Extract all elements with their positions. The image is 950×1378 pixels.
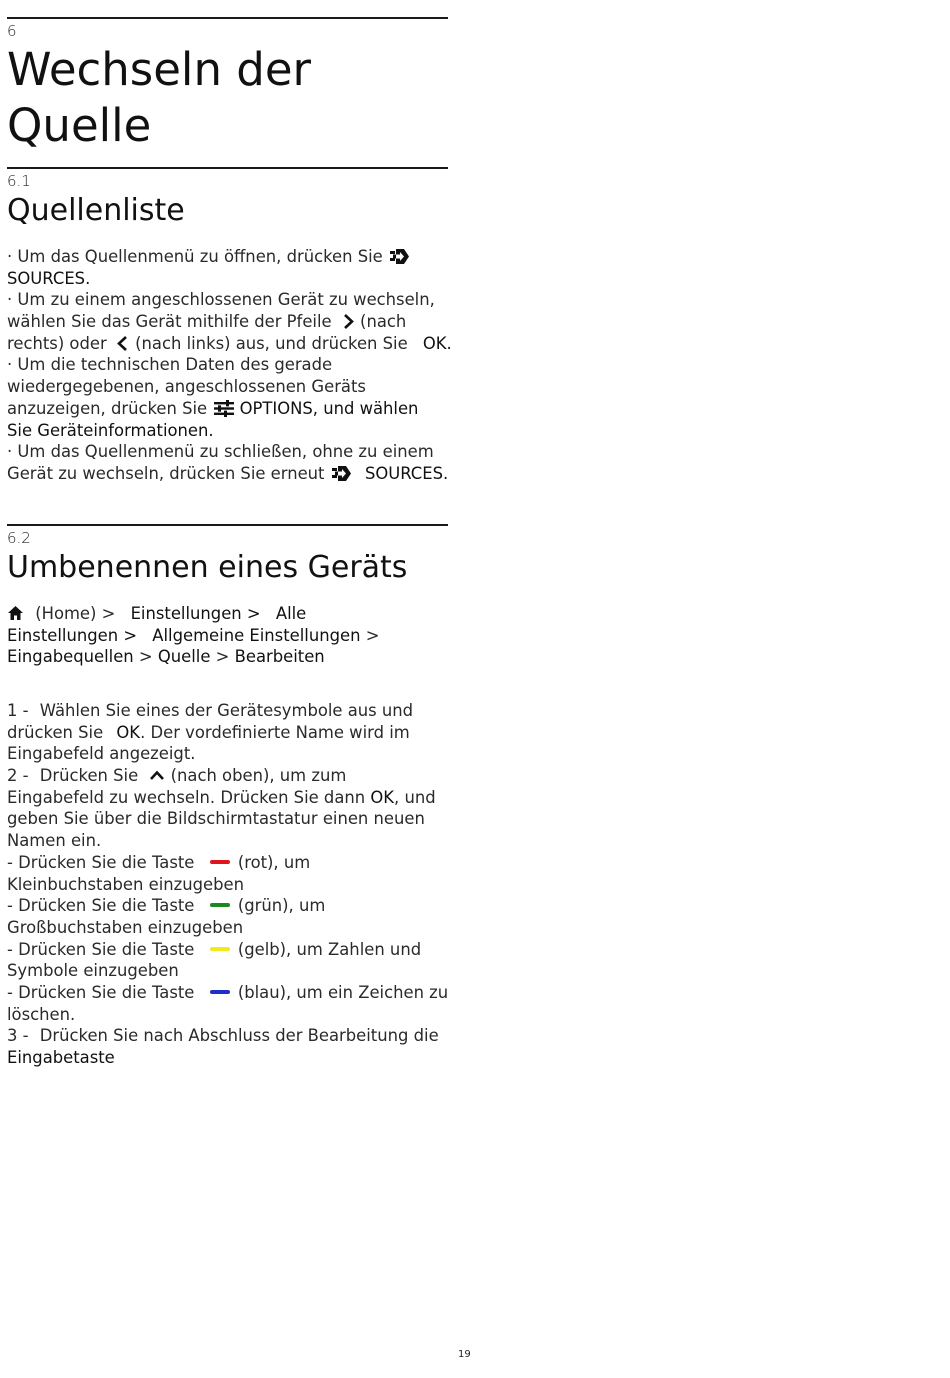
text: (rot), um <box>237 852 311 872</box>
text: Sie Geräteinformationen. <box>7 420 214 440</box>
step-number: 3 - <box>7 1026 29 1046</box>
text: (nach links) aus, und drücken Sie <box>135 333 408 353</box>
text: . Der vordefinierte Name wird im <box>140 722 410 742</box>
text: Namen ein. <box>7 831 102 851</box>
text: (nach oben), um zum <box>170 766 347 786</box>
text: wählen Sie das Gerät mithilfe der Pfeile <box>7 312 332 332</box>
section1-title: Quellenliste <box>7 193 185 228</box>
text: drücken Sie <box>7 722 104 742</box>
yellow-key-icon <box>210 947 230 951</box>
text: Eingabefeld angezeigt. <box>7 744 196 764</box>
text: Großbuchstaben einzugeben <box>7 917 244 937</box>
chevron-left-icon <box>116 335 130 352</box>
text: rechts) oder <box>7 333 107 353</box>
chapter-rule <box>7 17 448 19</box>
text: Alle <box>275 604 307 623</box>
chapter-title-line1: Wechseln der <box>7 43 312 96</box>
section1-rule <box>7 167 448 169</box>
home-icon <box>7 605 24 622</box>
text: (grün), um <box>237 896 326 916</box>
text: - Drücken Sie die Taste <box>7 939 195 959</box>
sources-icon <box>390 248 410 265</box>
text: - Drücken Sie die Taste <box>7 982 195 1002</box>
ok-text: OK. <box>422 333 452 353</box>
settings-path <box>7 603 448 668</box>
ok-text: OK <box>116 722 141 742</box>
chapter-title-line2: Quelle <box>7 99 152 152</box>
text: (Home) > <box>35 604 116 623</box>
text: Eingabetaste <box>7 1048 115 1067</box>
page-number: 19 <box>458 1349 471 1360</box>
chapter-number: 6 <box>7 22 17 40</box>
text: Einstellungen > <box>130 604 261 623</box>
text: - Drücken Sie die Taste <box>7 896 195 916</box>
text: > <box>138 647 153 667</box>
text: · Um die technischen Daten des gerade <box>7 355 333 375</box>
options-icon <box>214 400 234 417</box>
section2-title: Umbenennen eines Geräts <box>7 550 408 585</box>
text: Eingabequellen <box>7 647 134 667</box>
text: Eingabefeld zu wechseln. Drücken Sie dann <box>7 787 366 807</box>
text: (blau), um ein Zeichen zu <box>237 982 449 1002</box>
text: Quelle <box>157 647 211 667</box>
text: anzuzeigen, drücken Sie <box>7 398 208 418</box>
text: (nach <box>360 312 407 332</box>
sources-icon <box>332 465 352 482</box>
red-key-icon <box>210 860 230 864</box>
text: Drücken Sie nach Abschluss der Bearbeitung die <box>39 1026 439 1046</box>
text: · Um das Quellenmenü zu öffnen, drücken Sie <box>7 247 383 266</box>
text: Drücken Sie <box>39 766 139 786</box>
section2-steps <box>7 700 448 1069</box>
section1-body <box>7 246 452 485</box>
text: Gerät zu wechseln, drücken Sie erneut <box>7 463 325 483</box>
section2-rule <box>7 524 448 526</box>
text: löschen. <box>7 1004 76 1024</box>
text: OPTIONS, und wählen <box>239 398 419 418</box>
green-key-icon <box>210 903 230 907</box>
step-number: 2 - <box>7 766 29 786</box>
ok-text: OK <box>370 787 395 807</box>
text: (gelb), um Zahlen und <box>237 939 422 959</box>
blue-key-icon <box>210 990 230 994</box>
text: Allgemeine Einstellungen <box>152 625 361 645</box>
text: geben Sie über die Bildschirmtastatur einen neuen <box>7 809 425 829</box>
chevron-up-icon <box>149 767 165 784</box>
chevron-right-icon <box>341 313 355 330</box>
text: · Um das Quellenmenü zu schließen, ohne zu einem <box>7 442 434 462</box>
text: > <box>215 647 230 667</box>
text: Einstellungen > <box>7 625 138 645</box>
text: SOURCES. <box>364 463 449 483</box>
text: Symbole einzugeben <box>7 961 179 981</box>
text: · Um zu einem angeschlossenen Gerät zu wechseln, <box>7 290 435 310</box>
text: Wählen Sie eines der Gerätesymbole aus und <box>39 701 414 720</box>
text: wiedergegebenen, angeschlossenen Geräts <box>7 377 366 397</box>
text: , und <box>394 787 436 807</box>
text: Kleinbuchstaben einzugeben <box>7 874 244 894</box>
text: Bearbeiten <box>234 647 325 667</box>
section1-number: 6.1 <box>7 172 31 190</box>
text: SOURCES. <box>7 268 91 288</box>
step-number: 1 - <box>7 701 29 720</box>
section2-number: 6.2 <box>7 529 31 547</box>
text: > <box>365 625 380 645</box>
text: - Drücken Sie die Taste <box>7 852 195 872</box>
